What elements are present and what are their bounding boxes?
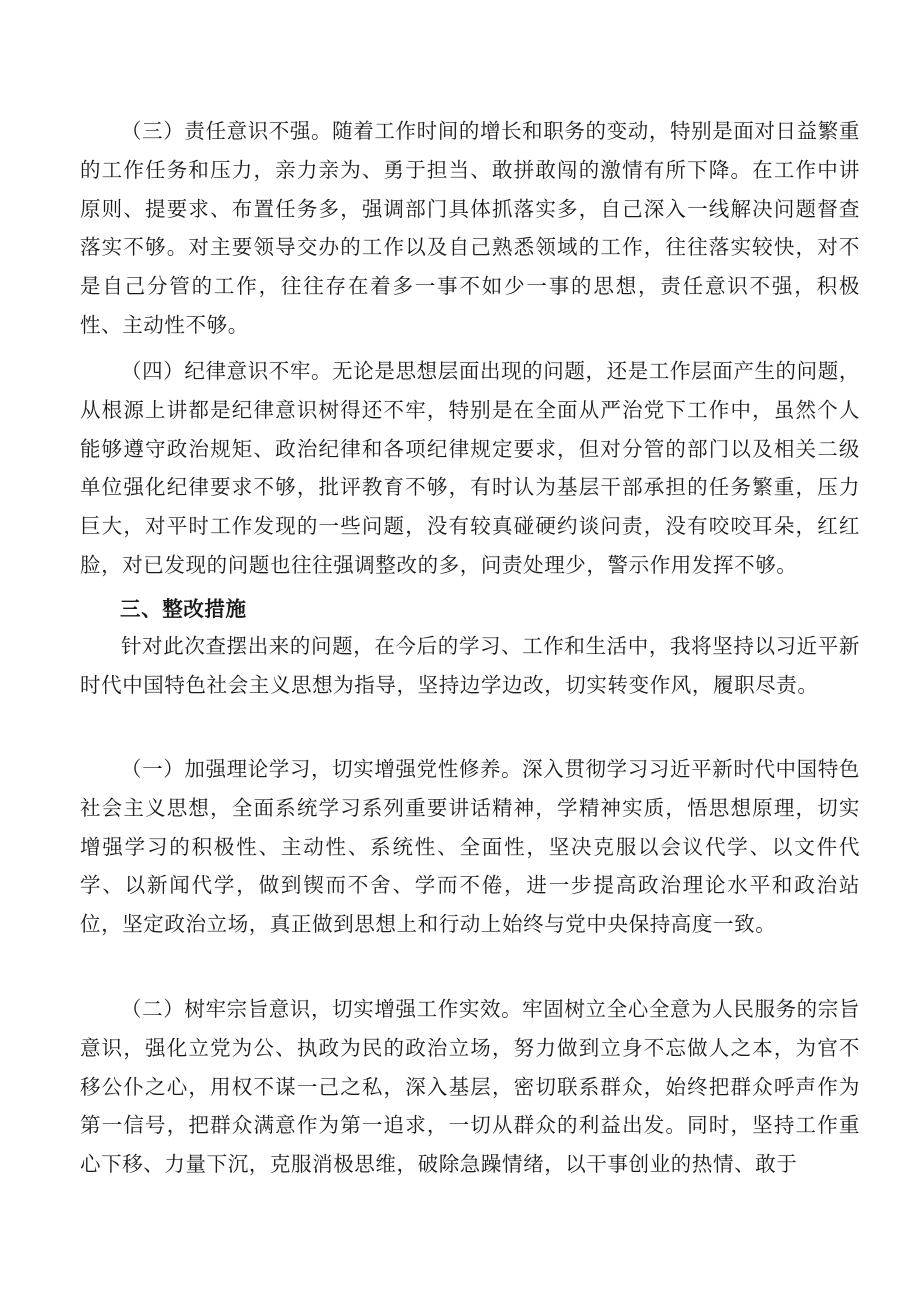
paragraph-discipline: （四）纪律意识不牢。无论是思想层面出现的问题，还是工作层面产生的问题，从根源上讲都是纪律意识树得还不牢，特别是在全面从严治党下工作中，虽然个人能够遵守政治规矩、政治纪律和各项纪律规定要求，但对分管的部门以及相关二级单位强化纪律要求不够，批评教育不够，有时认为基层干部承担的任务繁重，压力巨大，对平时工作发现的一些问题，没有较真碰硬约谈问责，没有咬咬耳朵，红红脸，对已发现的问题也往往强调整改的多，问责处理少，警示作用发挥不够。 — [80, 359, 860, 577]
paragraph-responsibility: （三）责任意识不强。随着工作时间的增长和职务的变动，特别是面对日益繁重的工作任务和压力，亲力亲为、勇于担当、敢拼敢闯的激情有所下降。在工作中讲原则、提要求、布置任务多，强调部门具体抓落实多，自己深入一线解决问题督查落实不够。对主要领导交办的工作以及自己熟悉领域的工作，往往落实较快，对不是自己分管的工作，往往存在着多一事不如少一事的思想，责任意识不强，积极性、主动性不够。 — [80, 119, 860, 337]
paragraph-purpose-awareness: （二）树牢宗旨意识，切实增强工作实效。牢固树立全心全意为人民服务的宗旨意识，强化立党为公、执政为民的政治立场，努力做到立身不忘做人之本，为官不移公仆之心，用权不谋一己之私，深入基层，密切联系群众，始终把群众呼声作为第一信号，把群众满意作为第一追求，一切从群众的利益出发。同时，坚持工作重心下移、力量下沉，克服消极思维，破除急躁情绪，以干事创业的热情、敢于 — [80, 997, 860, 1177]
paragraph-intro: 针对此次查摆出来的问题，在今后的学习、工作和生活中，我将坚持以习近平新时代中国特色社会主义思想为指导，坚持边学边改，切实转变作风，履职尽责。 — [80, 634, 860, 697]
section-heading: 三、整改措施 — [120, 597, 247, 621]
paragraph-theory-study: （一）加强理论学习，切实增强党性修养。深入贯彻学习习近平新时代中国特色社会主义思想，全面系统学习系列重要讲话精神，学精神实质，悟思想原理，切实增强学习的积极性、主动性、系统性、全面性，坚决克服以会议代学、以文件代学、以新闻代学，做到锲而不舍、学而不倦，进一步提高政治理论水平和政治站位，坚定政治立场，真正做到思想上和行动上始终与党中央保持高度一致。 — [80, 757, 860, 937]
